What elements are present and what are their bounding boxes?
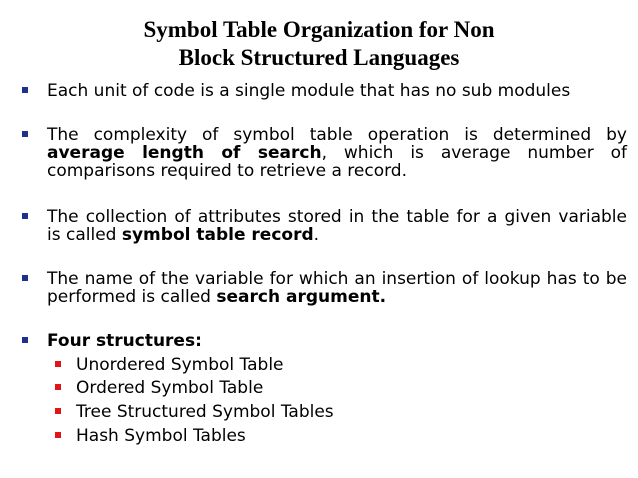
- red-square-bullet-icon: [55, 432, 61, 438]
- sub-bullet-item: [55, 426, 246, 446]
- sub-bullet-item: [55, 355, 284, 375]
- bullet-text: The complexity of symbol table operation is determined by average length of search, which is average number of comparisons required to retrieve a record.: [47, 125, 627, 181]
- square-bullet-icon: [22, 87, 28, 93]
- bullet-item: [22, 82, 627, 100]
- bold-term: search argument.: [216, 287, 387, 307]
- red-square-bullet-icon: [55, 384, 61, 390]
- bullet-item: [22, 208, 627, 244]
- sub-bullet-text: Ordered Symbol Table: [76, 378, 264, 398]
- bullet-item: [22, 126, 627, 180]
- red-square-bullet-icon: [55, 361, 61, 367]
- bullet-text: The collection of attributes stored in the table for a given variable is called symbol table record.: [47, 207, 627, 245]
- slide-title: [0, 16, 638, 72]
- bullet-text: Each unit of code is a single module that has no sub modules: [47, 81, 571, 101]
- bold-term: symbol table record: [121, 225, 314, 245]
- sub-bullet-text: Hash Symbol Tables: [76, 426, 246, 446]
- slide-title-line-2: Block Structured Languages: [178, 45, 460, 70]
- sub-bullet-item: [55, 402, 334, 422]
- square-bullet-icon: [22, 131, 28, 137]
- bullet-item: [22, 270, 627, 306]
- bullet-text: The name of the variable for which an insertion of lookup has to be performed is called search argument.: [47, 269, 627, 307]
- sub-bullet-item: [55, 378, 263, 398]
- sub-bullet-text: Unordered Symbol Table: [76, 355, 284, 375]
- slide-title-line-1: Symbol Table Organization for Non: [143, 17, 495, 42]
- square-bullet-icon: [22, 337, 28, 343]
- square-bullet-icon: [22, 275, 28, 281]
- bullet-item: [22, 332, 627, 350]
- bold-term: Four structures:: [47, 331, 202, 351]
- red-square-bullet-icon: [55, 408, 61, 414]
- bullet-text: [47, 332, 627, 350]
- sub-bullet-text: Tree Structured Symbol Tables: [76, 402, 334, 422]
- bold-term: average length of search: [47, 143, 322, 163]
- square-bullet-icon: [22, 213, 28, 219]
